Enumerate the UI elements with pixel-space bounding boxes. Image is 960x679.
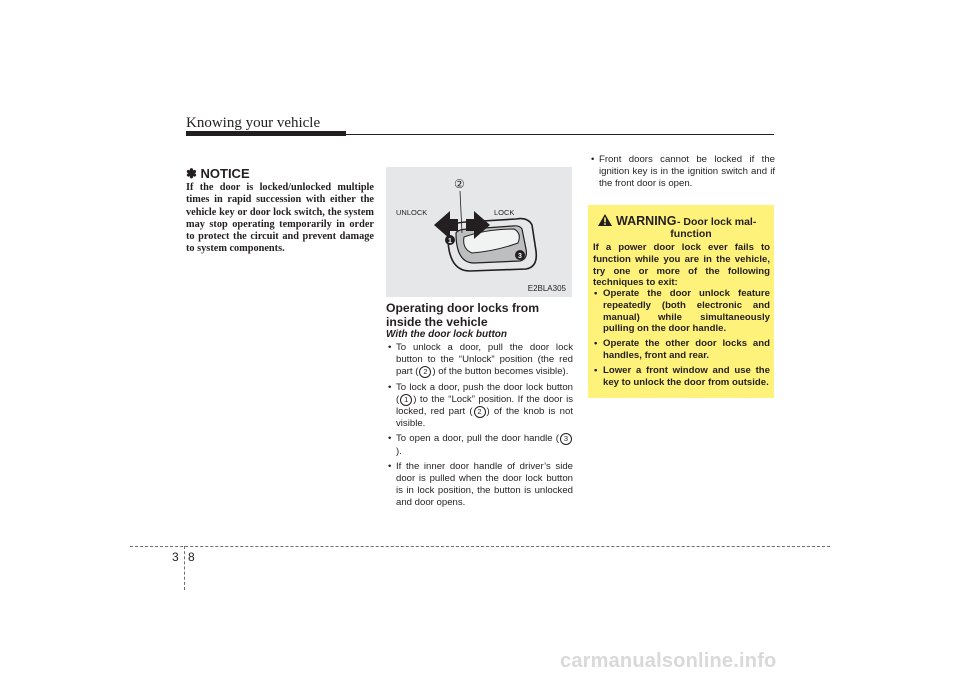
callout-ref: 2 <box>419 366 431 378</box>
warning-body: If a power door lock ever fails to function while you are in the vehicle, try one or more of the following techniques to exit: <box>593 242 770 289</box>
callout-ref: 3 <box>560 433 572 445</box>
front-door-note <box>589 154 775 191</box>
warning-subtitle-cont: function <box>670 228 712 240</box>
list-item: • Lower a front window and use the key to unlock the door from outside. <box>594 364 770 388</box>
header-rule-thin <box>346 134 774 135</box>
notice-body: If the door is locked/unlocked multiple times in rapid succession with either the vehicle key or door lock switch, the system may stop operating temporarily in order to protect the circuit and prevent damage to system components. <box>186 182 374 255</box>
watermark: carmanualsonline.info <box>560 650 777 672</box>
svg-text:1: 1 <box>448 238 452 245</box>
list-item: • To unlock a door, pull the door lock button to the “Unlock” position (the red part ( 2 ) of the button becomes visible). <box>388 342 573 378</box>
door-handle-figure <box>386 167 572 297</box>
warning-list <box>593 288 770 391</box>
figure-code: E2BLA305 <box>527 284 566 293</box>
footer-rule <box>130 546 830 547</box>
page-number: 8 <box>188 550 195 564</box>
door-handle-illustration <box>386 167 572 297</box>
door-lock-instructions <box>386 342 573 513</box>
warning-box <box>588 205 774 398</box>
svg-text:3: 3 <box>518 253 522 260</box>
warning-word: WARNING <box>616 214 677 228</box>
lock-label: LOCK <box>494 208 515 217</box>
warning-subtitle: - Door lock mal- <box>677 216 757 228</box>
header-rule-thick <box>186 131 346 136</box>
list-item: • If the inner door handle of driver’s side door is pulled when the door lock button is in lock position, the button is unlocked and door opens. <box>388 460 573 509</box>
list-item: • To open a door, pull the door handle ( 3). <box>386 433 573 457</box>
notice-title: ✽ NOTICE <box>186 166 250 181</box>
callout-ref: 1 <box>400 394 412 406</box>
section-subhead: With the door lock button <box>386 329 508 340</box>
running-header: Knowing your vehicle <box>186 115 321 131</box>
list-item: • Operate the other door locks and handles, front and rear. <box>594 338 770 361</box>
list-item: • To lock a door, push the door lock button ( 1 ) to the “Lock” position. If the door is locked, red part ( 2 ) of the knob is not visible. <box>388 381 573 430</box>
callout-ref: 2 <box>474 406 486 418</box>
list-item: • Operate the door unlock feature repeatedly (both electronic and manual) while simultaneously pulling on the door handle. <box>594 288 770 335</box>
page-section-number: 3 <box>172 550 179 564</box>
warning-triangle-icon <box>598 214 612 226</box>
unlock-label: UNLOCK <box>396 208 428 217</box>
section-title: Operating door locks from inside the vehicle <box>386 301 540 329</box>
list-item: • Front doors cannot be locked if the ignition key is in the ignition switch and if the front door is open. <box>591 154 775 190</box>
callout-2-label: ② <box>454 177 465 191</box>
footer-divider <box>184 546 185 590</box>
